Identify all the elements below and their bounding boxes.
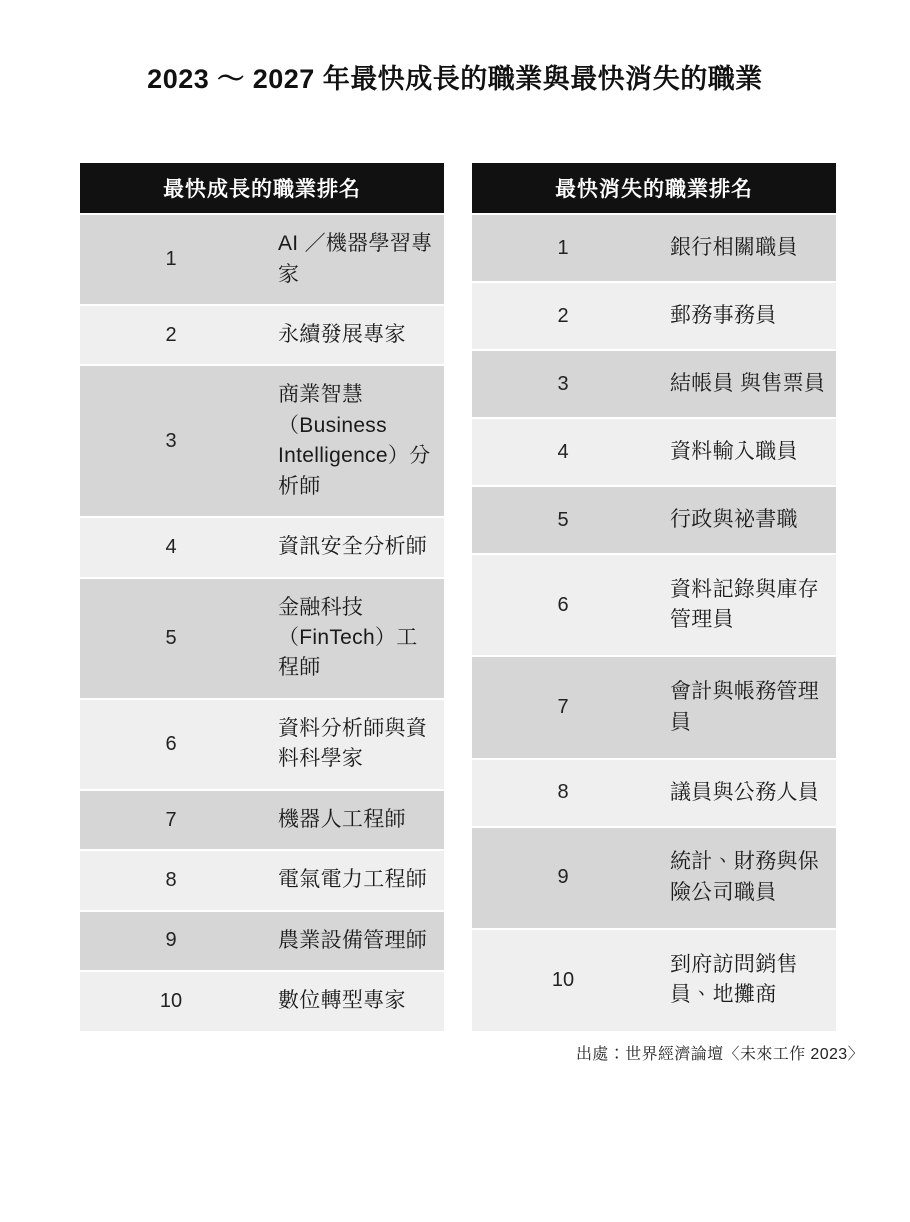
rank-number: 9 <box>472 828 654 928</box>
rank-label: 結帳員 與售票員 <box>654 351 836 417</box>
table-row <box>472 283 836 349</box>
table-row <box>472 828 836 928</box>
rank-label: 銀行相關職員 <box>654 215 836 281</box>
rank-number: 5 <box>80 579 262 698</box>
rank-number: 3 <box>472 351 654 417</box>
rank-number: 8 <box>472 760 654 826</box>
source-note: 出處：世界經濟論壇〈未來工作 2023〉 <box>575 1045 864 1063</box>
table-row <box>80 306 444 364</box>
rank-label: 議員與公務人員 <box>654 760 836 826</box>
table-row <box>80 972 444 1030</box>
rank-label: 電氣電力工程師 <box>262 851 444 909</box>
rank-number: 5 <box>472 487 654 553</box>
rank-number: 4 <box>472 419 654 485</box>
rank-label: 資訊安全分析師 <box>262 518 444 576</box>
table-row <box>472 760 836 826</box>
table-row <box>80 366 444 516</box>
table-row <box>472 657 836 757</box>
table-row <box>472 555 836 655</box>
rank-label: 統計、財務與保險公司職員 <box>654 828 836 928</box>
table-row <box>80 518 444 576</box>
rank-label: 資料輸入職員 <box>654 419 836 485</box>
rank-label: 金融科技（FinTech）工程師 <box>262 579 444 698</box>
rank-number: 8 <box>80 851 262 909</box>
table-header-row <box>472 163 836 213</box>
page-title: 2023 〜 2027 年最快成長的職業與最快消失的職業 <box>147 64 763 94</box>
table-row <box>472 215 836 281</box>
table-row <box>472 351 836 417</box>
rank-number: 1 <box>80 215 262 304</box>
rank-label: 到府訪問銷售員、地攤商 <box>654 930 836 1030</box>
rank-label: 會計與帳務管理員 <box>654 657 836 757</box>
table-row <box>80 791 444 849</box>
rank-number: 6 <box>472 555 654 655</box>
table-header-row <box>80 163 444 213</box>
rank-number: 7 <box>472 657 654 757</box>
rank-label: 農業設備管理師 <box>262 912 444 970</box>
table-row <box>80 851 444 909</box>
rank-label: 機器人工程師 <box>262 791 444 849</box>
rank-label: 商業智慧（Business Intelligence）分析師 <box>262 366 444 516</box>
fastest-growing-jobs-table <box>80 163 444 1030</box>
rank-number: 10 <box>80 972 262 1030</box>
rank-number: 7 <box>80 791 262 849</box>
rank-number: 10 <box>472 930 654 1030</box>
table-row <box>80 700 444 789</box>
ranking-tables-container <box>0 163 910 1030</box>
rank-number: 1 <box>472 215 654 281</box>
rank-label: 行政與祕書職 <box>654 487 836 553</box>
table-row <box>80 215 444 304</box>
rank-number: 4 <box>80 518 262 576</box>
rank-label: 郵務事務員 <box>654 283 836 349</box>
rank-number: 3 <box>80 366 262 516</box>
rank-label: 資料分析師與資料科學家 <box>262 700 444 789</box>
table-row <box>472 419 836 485</box>
rank-number: 6 <box>80 700 262 789</box>
table-row <box>472 930 836 1030</box>
table-row <box>80 579 444 698</box>
rank-label: 資料記錄與庫存管理員 <box>654 555 836 655</box>
table-header-label: 最快消失的職業排名 <box>472 163 836 213</box>
table-header-label: 最快成長的職業排名 <box>80 163 444 213</box>
table-row <box>472 487 836 553</box>
rank-number: 2 <box>472 283 654 349</box>
rank-number: 2 <box>80 306 262 364</box>
table-row <box>80 912 444 970</box>
fastest-declining-jobs-table <box>472 163 836 1030</box>
rank-label: 永續發展專家 <box>262 306 444 364</box>
rank-label: AI ／機器學習專家 <box>262 215 444 304</box>
rank-label: 數位轉型專家 <box>262 972 444 1030</box>
rank-number: 9 <box>80 912 262 970</box>
